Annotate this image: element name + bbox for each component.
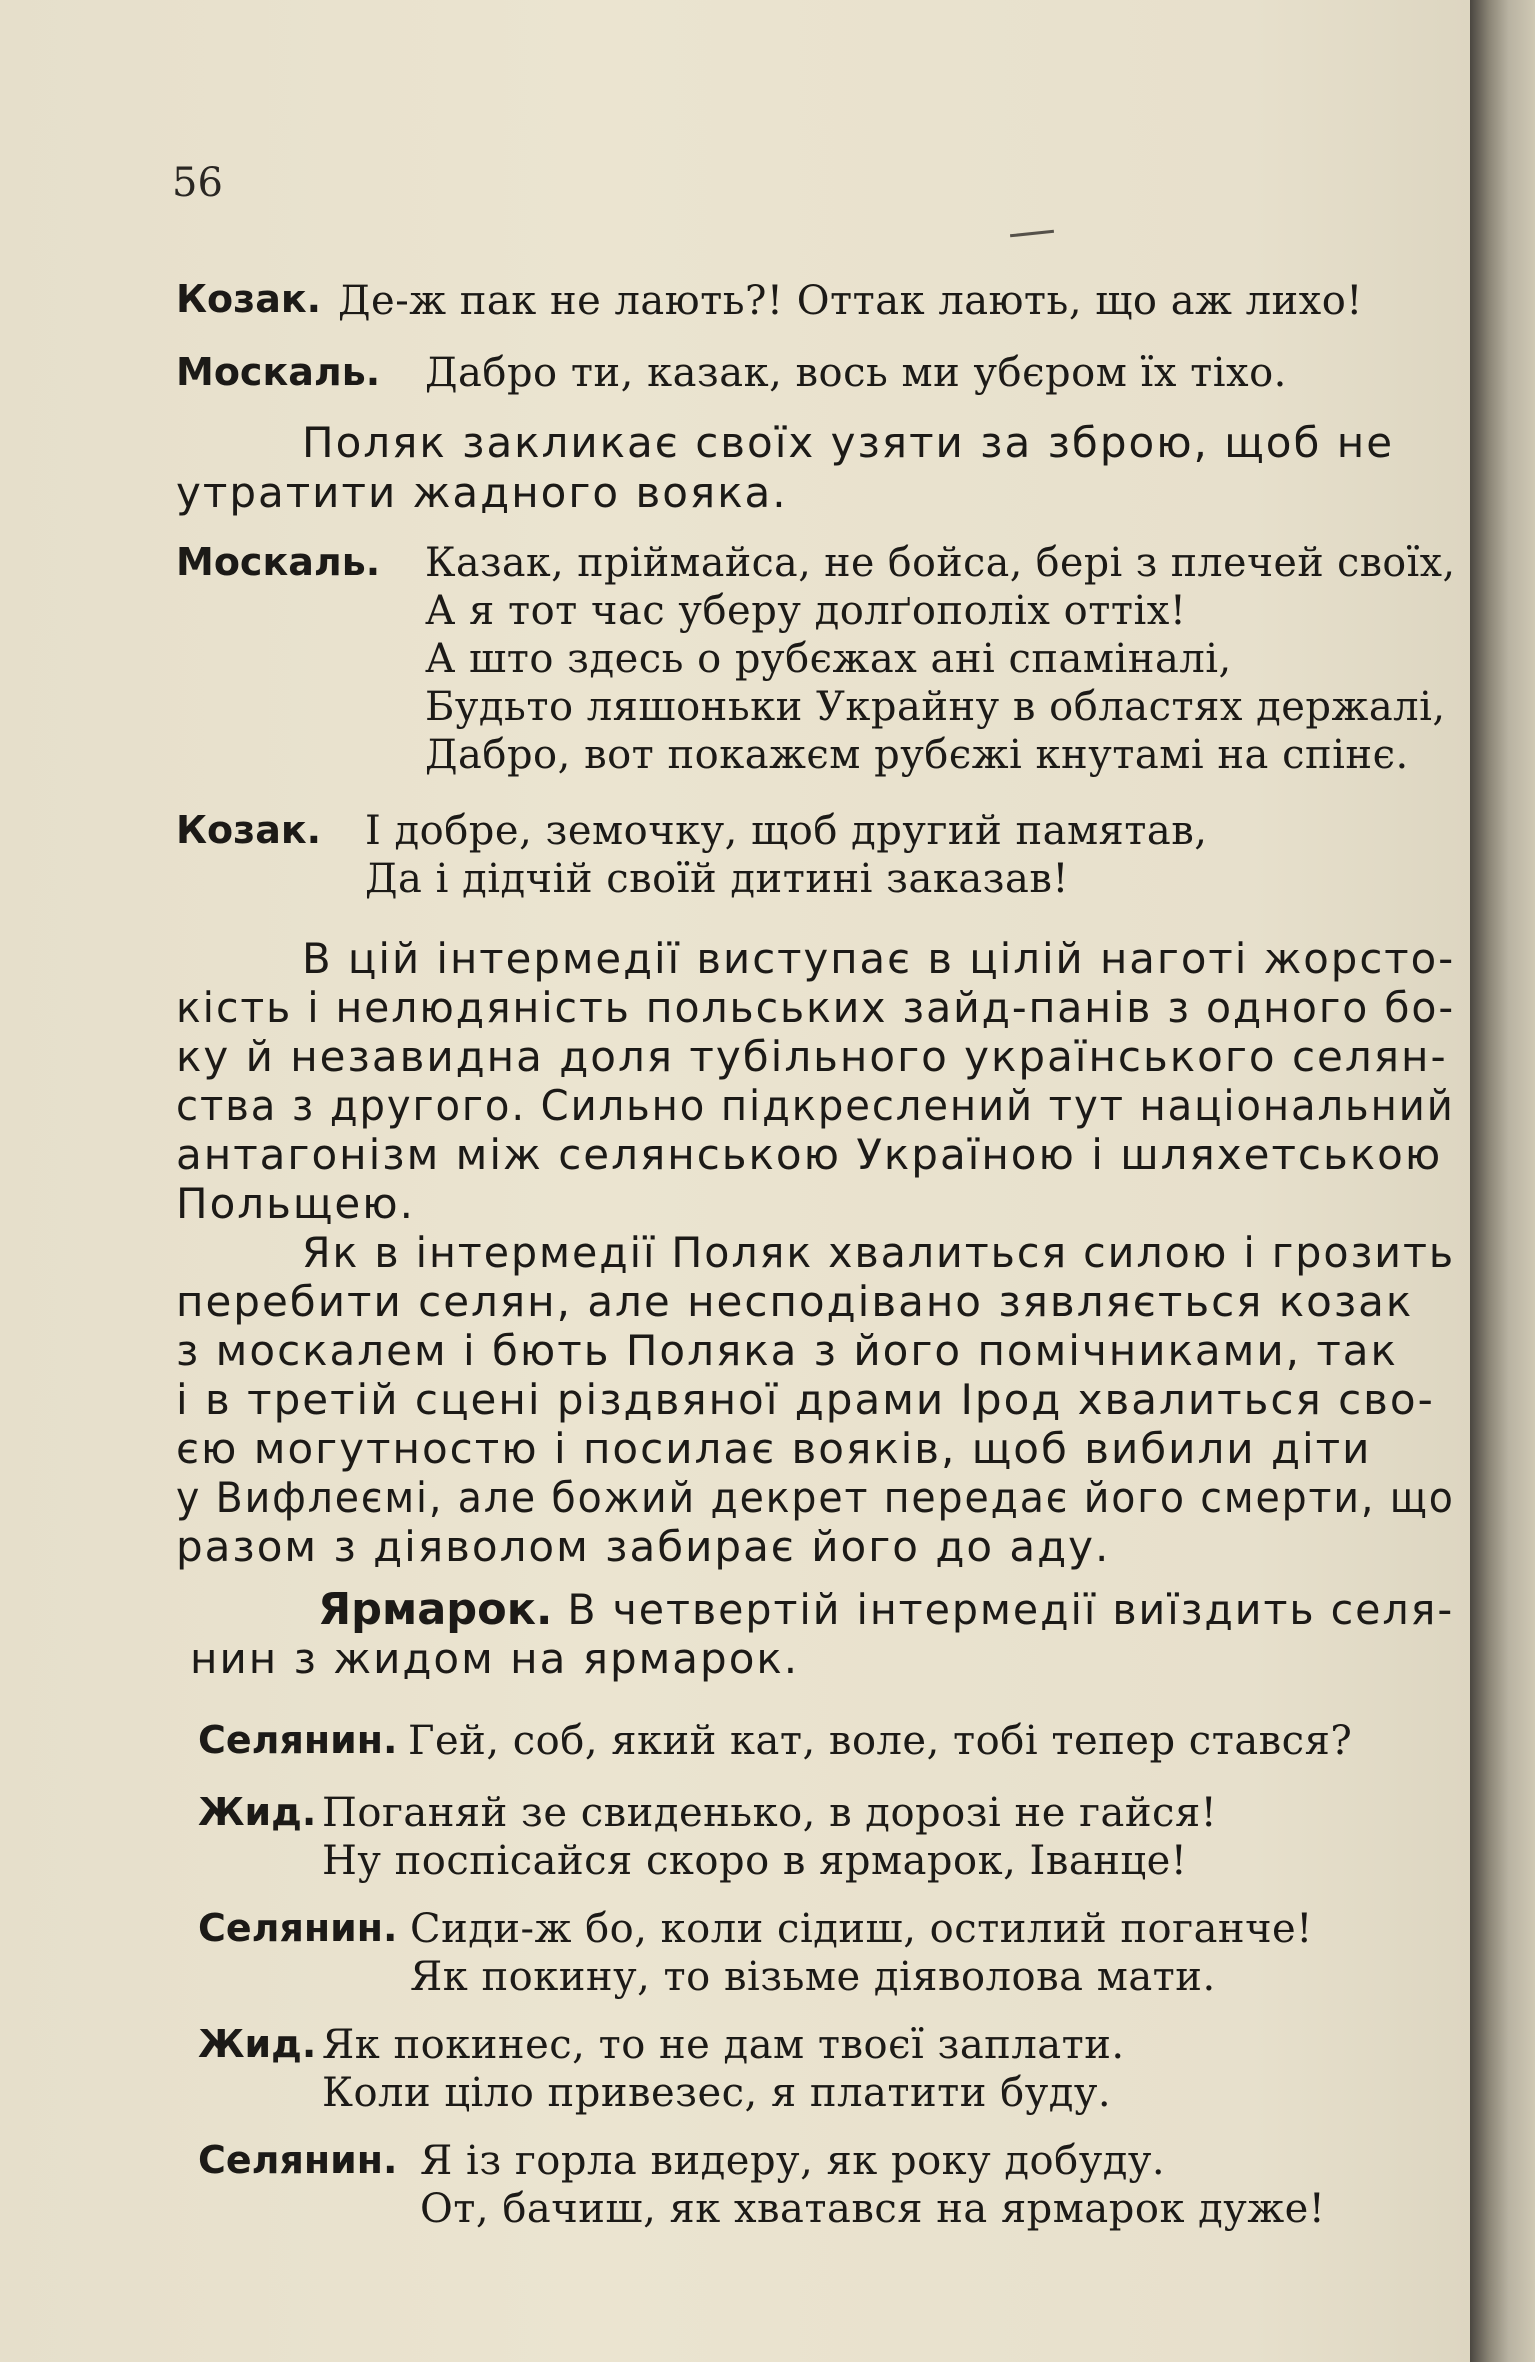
speaker-label: Жид. bbox=[198, 1790, 317, 1834]
page-number: 56 bbox=[172, 160, 223, 206]
dialogue-line: Да і дідчій своїй дитині заказав! bbox=[365, 856, 1069, 902]
speaker-label: Козак. bbox=[176, 277, 322, 321]
prose-line: утратити жадного вояка. bbox=[176, 468, 788, 517]
prose-line: Як в інтермедії Поляк хвалиться силою і грозить bbox=[302, 1228, 1456, 1277]
prose-line: антагонізм між селянською Україною і шляхетською bbox=[176, 1130, 1443, 1179]
book-gutter-shadow bbox=[1470, 0, 1535, 2362]
dialogue-line: І добре, земочку, щоб другий памятав, bbox=[365, 808, 1208, 854]
dialogue-line: Як покину, то візьме діяволова мати. bbox=[410, 1954, 1216, 2000]
dialogue-line: Як покинес, то не дам твоєї заплати. bbox=[322, 2022, 1125, 2068]
prose-line bbox=[318, 1584, 1454, 1635]
speaker-label: Козак. bbox=[176, 808, 322, 852]
prose-line: кість і нелюдяність польських зайд-панів з одного бо- bbox=[176, 983, 1456, 1032]
speaker-label: Жид. bbox=[198, 2022, 317, 2066]
speaker-label: Москаль. bbox=[176, 350, 381, 394]
prose-line: разом з діяволом забирає його до аду. bbox=[176, 1522, 1111, 1571]
dialogue-line: Гей, соб, який кат, воле, тобі тепер стався? bbox=[408, 1718, 1353, 1764]
prose-line: Поляк закликає своїх узяти за зброю, щоб не bbox=[302, 418, 1395, 467]
prose-line: перебити селян, але несподівано зявляється козак bbox=[176, 1277, 1414, 1326]
dialogue-line: Дабро ти, казак, вось ми убєром їх тіхо. bbox=[425, 350, 1287, 396]
speaker-label: Селянин. bbox=[198, 1906, 398, 1950]
dialogue-line: От, бачиш, як хватався на ярмарок дуже! bbox=[420, 2186, 1326, 2232]
dialogue-line: Дабро, вот покажєм рубєжі кнутамі на спінє. bbox=[425, 732, 1409, 778]
prose-line: нин з жидом на ярмарок. bbox=[190, 1634, 800, 1683]
speaker-label: Селянин. bbox=[198, 2138, 398, 2182]
section-heading: Ярмарок. bbox=[318, 1584, 553, 1635]
prose-line: і в третій сцені різдвяної драми Ірод хвалиться сво- bbox=[176, 1375, 1435, 1424]
prose-text: В четвертій інтермедії виїздить селя- bbox=[552, 1585, 1455, 1634]
dialogue-line: Казак, пріймайса, не бойса, бері з плечей своїх, bbox=[425, 540, 1456, 586]
dialogue-line: Де-ж пак не лають?! Оттак лають, що аж лихо! bbox=[338, 278, 1363, 324]
dialogue-line: Будьто ляшоньки Украйну в областях держалі, bbox=[425, 684, 1446, 730]
speaker-label: Москаль. bbox=[176, 540, 381, 584]
dialogue-line: Поганяй зе свиденько, в дорозі не гайся! bbox=[322, 1790, 1218, 1836]
prose-line: ку й незавидна доля тубільного українського селян- bbox=[176, 1032, 1448, 1081]
ornament-dash bbox=[1010, 230, 1054, 238]
dialogue-line: Я із горла видеру, як року добуду. bbox=[420, 2138, 1166, 2184]
prose-line: у Вифлеємі, але божий декрет передає його смерти, що bbox=[176, 1473, 1455, 1522]
dialogue-line: Коли ціло привезес, я платити буду. bbox=[322, 2070, 1112, 2116]
dialogue-line: Сиди-ж бо, коли сідиш, остилий поганче! bbox=[410, 1906, 1313, 1952]
prose-line: Польщею. bbox=[176, 1179, 415, 1228]
prose-line: В цій інтермедії виступає в цілій наготі жорсто- bbox=[302, 934, 1456, 983]
speaker-label: Селянин. bbox=[198, 1718, 398, 1762]
dialogue-line: А што здесь о рубєжах ані спаміналі, bbox=[425, 636, 1232, 682]
prose-line: ства з другого. Сильно підкреслений тут національний bbox=[176, 1081, 1455, 1130]
dialogue-line: А я тот час уберу долґополіх оттіх! bbox=[425, 588, 1187, 634]
prose-line: єю могутностю і посилає вояків, щоб вибили діти bbox=[176, 1424, 1372, 1473]
prose-line: з москалем і бють Поляка з його помічниками, так bbox=[176, 1326, 1398, 1375]
dialogue-line: Ну поспісайся скоро в ярмарок, Іванце! bbox=[322, 1838, 1188, 1884]
